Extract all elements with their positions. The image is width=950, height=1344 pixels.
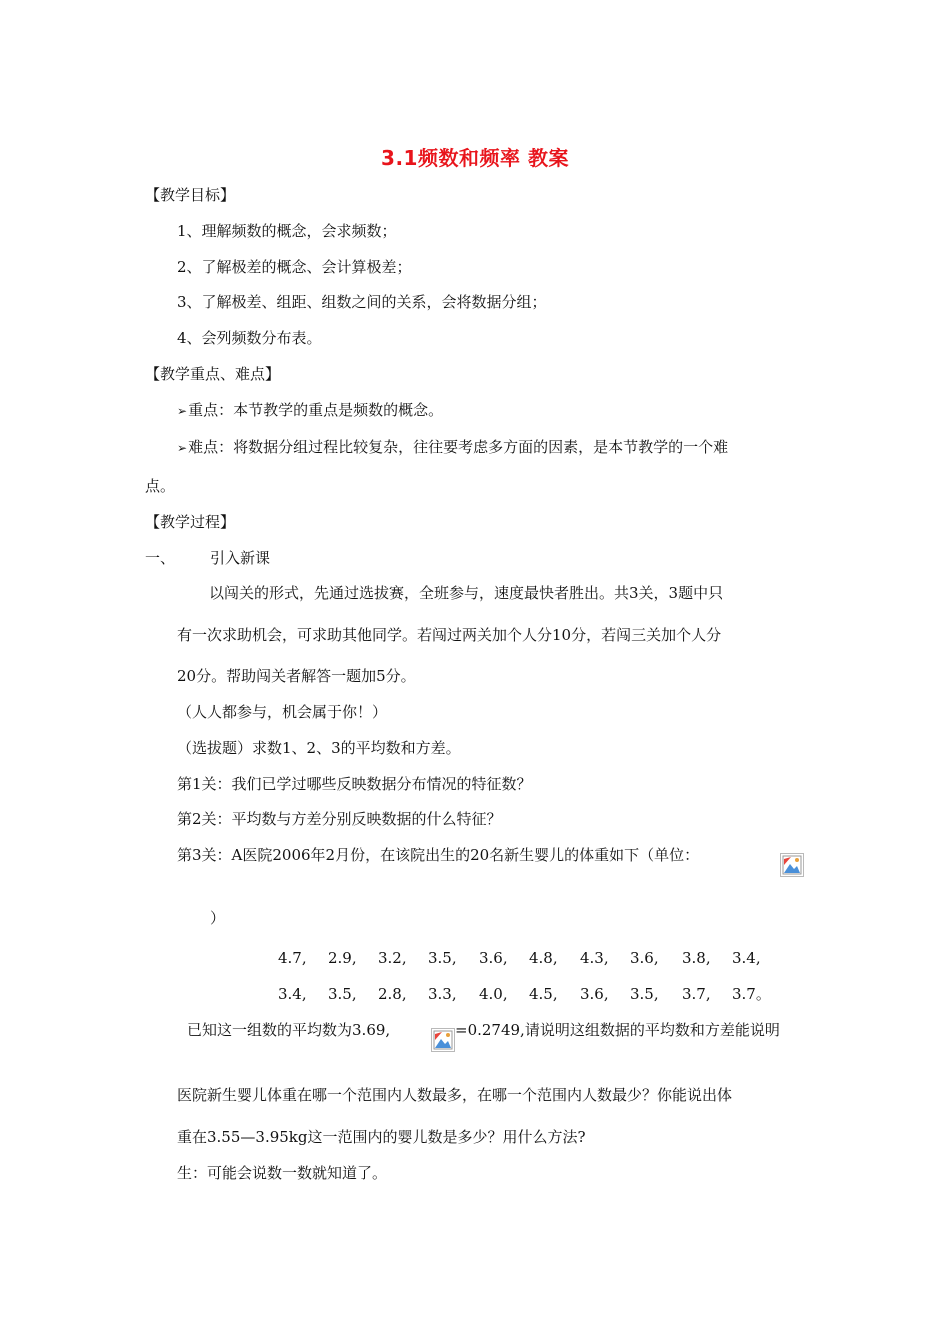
step-title: 引入新课 bbox=[210, 549, 271, 567]
data-value: 3.4, bbox=[732, 949, 761, 967]
objectives-heading: 【教学目标】 bbox=[145, 186, 236, 204]
broken-image-icon bbox=[431, 1028, 455, 1052]
level-3-question: 第3关：A医院2006年2月份，在该院出生的20名新生婴儿的体重如下（单位： bbox=[177, 846, 700, 864]
arrow-bullet-icon: ➢ bbox=[177, 441, 188, 455]
step-number: 一、 bbox=[145, 549, 176, 567]
data-row-2 bbox=[0, 984, 950, 1004]
broken-image-icon bbox=[780, 853, 804, 877]
level-1-question: 第1关：我们已学过哪些反映数据分布情况的特征数？ bbox=[177, 775, 532, 793]
difficulty-point-cont: 点。 bbox=[145, 477, 176, 495]
data-value: 4.7, bbox=[278, 949, 307, 967]
data-value: 3.5, bbox=[630, 985, 659, 1003]
objective-item: 4、会列频数分布表。 bbox=[177, 329, 322, 347]
note-line: （人人都参与，机会属于你！） bbox=[177, 703, 388, 721]
data-value: 3.6, bbox=[580, 985, 609, 1003]
data-value: 4.0, bbox=[479, 985, 508, 1003]
data-value: 3.7, bbox=[682, 985, 711, 1003]
paragraph-line: 有一次求助机会，可求助其他同学。若闯过两关加个人分10分，若闯三关加个人分 bbox=[177, 626, 722, 644]
variance-text: =0.2749,请说明这组数据的平均数和方差能说明 bbox=[455, 1021, 780, 1039]
data-value: 3.8, bbox=[682, 949, 711, 967]
level-2-question: 第2关：平均数与方差分别反映数据的什么特征？ bbox=[177, 810, 502, 828]
paragraph-line: 20分。帮助闯关者解答一题加5分。 bbox=[177, 667, 416, 685]
objective-item: 3、了解极差、组距、组数之间的关系，会将数据分组； bbox=[177, 293, 547, 311]
data-value: 3.5, bbox=[428, 949, 457, 967]
page-title: 3.1频数和频率 教案 bbox=[381, 146, 569, 170]
objective-item: 1、理解频数的概念，会求频数； bbox=[177, 222, 397, 240]
data-value: 2.9, bbox=[328, 949, 357, 967]
data-value: 3.4, bbox=[278, 985, 307, 1003]
question-line: 医院新生婴儿体重在哪一个范围内人数最多，在哪一个范围内人数最少？你能说出体 bbox=[177, 1086, 733, 1104]
selection-question: （选拔题）求数1、2、3的平均数和方差。 bbox=[177, 739, 461, 757]
process-heading: 【教学过程】 bbox=[145, 513, 236, 531]
objective-item: 2、了解极差的概念、会计算极差； bbox=[177, 258, 412, 276]
difficulty-point-text: 难点：将数据分组过程比较复杂，往往要考虑多方面的因素，是本节教学的一个难 bbox=[188, 438, 729, 456]
data-row-1 bbox=[0, 948, 950, 968]
question-line: 重在3.55—3.95kg这一范围内的婴儿数是多少？用什么方法? bbox=[177, 1128, 586, 1146]
paragraph-line: 以闯关的形式，先通过选拔赛，全班参与，速度最快者胜出。共3关，3题中只 bbox=[209, 584, 724, 602]
arrow-bullet-icon: ➢ bbox=[177, 404, 188, 418]
data-value: 3.7。 bbox=[732, 985, 771, 1003]
data-value: 4.5, bbox=[529, 985, 558, 1003]
data-value: 3.6, bbox=[630, 949, 659, 967]
data-value: 3.3, bbox=[428, 985, 457, 1003]
data-value: 3.2, bbox=[378, 949, 407, 967]
data-value: 2.8, bbox=[378, 985, 407, 1003]
data-value: 4.3, bbox=[580, 949, 609, 967]
known-mean-text: 已知这一组数的平均数为3.69, bbox=[187, 1021, 391, 1039]
unit-close-paren: ） bbox=[210, 909, 226, 927]
data-value: 4.8, bbox=[529, 949, 558, 967]
data-value: 3.5, bbox=[328, 985, 357, 1003]
student-answer: 生：可能会说数一数就知道了。 bbox=[177, 1164, 388, 1182]
focus-heading: 【教学重点、难点】 bbox=[145, 365, 281, 383]
data-value: 3.6, bbox=[479, 949, 508, 967]
focus-point bbox=[177, 400, 443, 421]
focus-point-text: 重点：本节教学的重点是频数的概念。 bbox=[188, 401, 444, 419]
difficulty-point bbox=[177, 437, 728, 458]
